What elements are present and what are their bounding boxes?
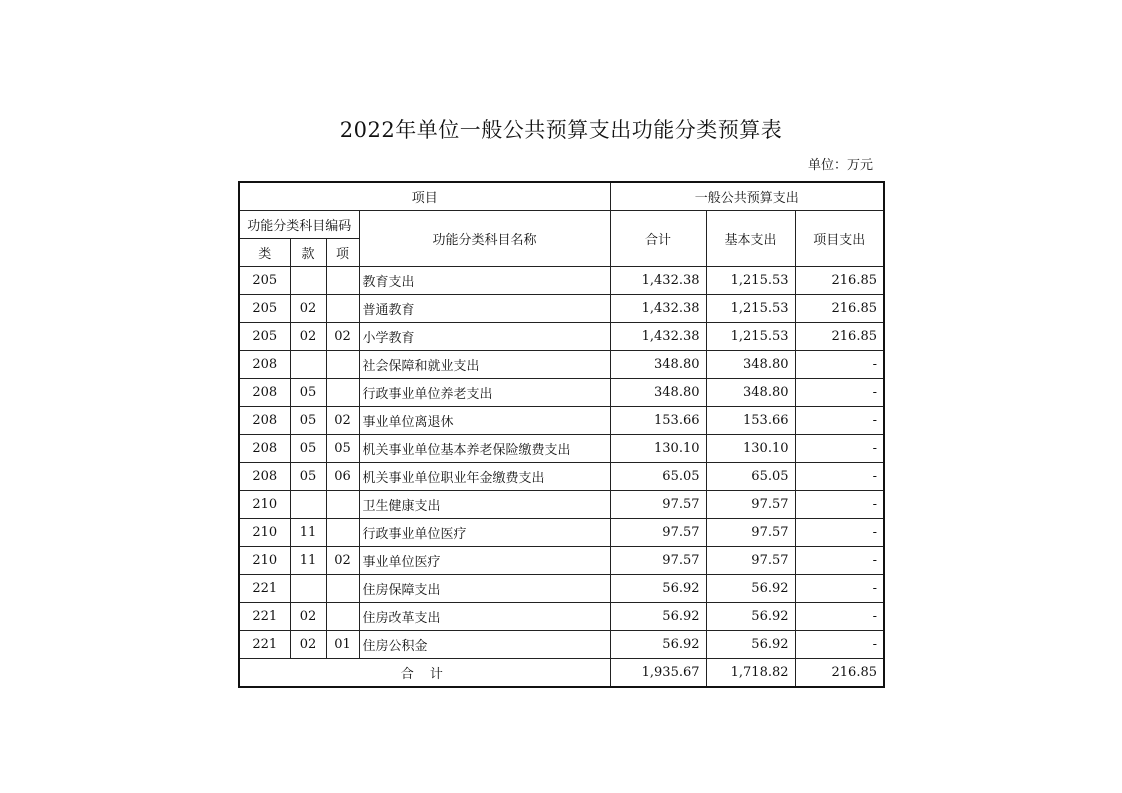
cell-total: 56.92: [610, 631, 706, 659]
cell-lei: 208: [239, 407, 290, 435]
cell-kuan: [290, 491, 326, 519]
table-row: [239, 603, 884, 631]
cell-xiang: [326, 519, 359, 547]
cell-basic: 97.57: [706, 519, 795, 547]
cell-kuan: 05: [290, 435, 326, 463]
cell-name: 教育支出: [359, 267, 610, 295]
header-kuan: 款: [290, 239, 326, 267]
header-xiang: 项: [326, 239, 359, 267]
page-title: 2022年单位一般公共预算支出功能分类预算表: [339, 118, 783, 142]
cell-kuan: 02: [290, 323, 326, 351]
cell-lei: 208: [239, 463, 290, 491]
cell-xiang: [326, 379, 359, 407]
table-row: [239, 631, 884, 659]
cell-name: 住房改革支出: [359, 603, 610, 631]
cell-basic: 1,215.53: [706, 323, 795, 351]
cell-basic: 348.80: [706, 351, 795, 379]
cell-basic: 56.92: [706, 603, 795, 631]
cell-project: -: [795, 519, 884, 547]
cell-name: 住房保障支出: [359, 575, 610, 603]
cell-total: 65.05: [610, 463, 706, 491]
cell-lei: 205: [239, 295, 290, 323]
cell-basic: 1,215.53: [706, 267, 795, 295]
cell-total: 1,432.38: [610, 323, 706, 351]
total-basic: 1,718.82: [706, 659, 795, 688]
header-basic: 基本支出: [706, 211, 795, 267]
cell-kuan: 02: [290, 295, 326, 323]
cell-kuan: 11: [290, 547, 326, 575]
cell-xiang: [326, 603, 359, 631]
cell-total: 97.57: [610, 547, 706, 575]
cell-name: 行政事业单位医疗: [359, 519, 610, 547]
cell-project: 216.85: [795, 323, 884, 351]
table-row: [239, 295, 884, 323]
cell-project: -: [795, 435, 884, 463]
cell-basic: 56.92: [706, 631, 795, 659]
cell-total: 348.80: [610, 351, 706, 379]
cell-xiang: [326, 575, 359, 603]
cell-total: 153.66: [610, 407, 706, 435]
table-row: [239, 491, 884, 519]
cell-xiang: 02: [326, 407, 359, 435]
header-total: 合计: [610, 211, 706, 267]
cell-name: 机关事业单位基本养老保险缴费支出: [359, 435, 610, 463]
cell-name: 事业单位医疗: [359, 547, 610, 575]
header-name: 功能分类科目名称: [359, 211, 610, 267]
header-project-exp: 项目支出: [795, 211, 884, 267]
cell-total: 97.57: [610, 491, 706, 519]
header-lei: 类: [239, 239, 290, 267]
unit-label: 单位：万元: [807, 158, 873, 173]
header-code-group: 功能分类科目编码: [239, 211, 359, 239]
cell-basic: 348.80: [706, 379, 795, 407]
cell-total: 130.10: [610, 435, 706, 463]
cell-xiang: 02: [326, 323, 359, 351]
cell-kuan: 11: [290, 519, 326, 547]
cell-project: -: [795, 491, 884, 519]
cell-basic: 130.10: [706, 435, 795, 463]
cell-total: 1,432.38: [610, 295, 706, 323]
cell-kuan: [290, 575, 326, 603]
cell-xiang: 01: [326, 631, 359, 659]
cell-project: -: [795, 463, 884, 491]
cell-basic: 153.66: [706, 407, 795, 435]
cell-project: -: [795, 407, 884, 435]
table-row: [239, 463, 884, 491]
cell-name: 社会保障和就业支出: [359, 351, 610, 379]
table-row: [239, 435, 884, 463]
cell-basic: 1,215.53: [706, 295, 795, 323]
cell-name: 机关事业单位职业年金缴费支出: [359, 463, 610, 491]
cell-name: 小学教育: [359, 323, 610, 351]
cell-xiang: 06: [326, 463, 359, 491]
cell-lei: 210: [239, 491, 290, 519]
cell-name: 普通教育: [359, 295, 610, 323]
cell-lei: 205: [239, 267, 290, 295]
cell-lei: 221: [239, 603, 290, 631]
total-row: [239, 659, 884, 688]
cell-lei: 221: [239, 575, 290, 603]
cell-xiang: [326, 491, 359, 519]
table-row: [239, 379, 884, 407]
cell-total: 348.80: [610, 379, 706, 407]
header-row-2: [239, 211, 884, 239]
table-row: [239, 547, 884, 575]
table-row: [239, 351, 884, 379]
cell-lei: 208: [239, 351, 290, 379]
total-label: 合 计: [239, 659, 610, 688]
cell-lei: 208: [239, 435, 290, 463]
cell-basic: 56.92: [706, 575, 795, 603]
budget-table: [238, 181, 885, 688]
table-row: [239, 575, 884, 603]
cell-project: -: [795, 379, 884, 407]
table-row: [239, 267, 884, 295]
header-project: 项目: [239, 182, 610, 211]
cell-project: -: [795, 575, 884, 603]
table-row: [239, 407, 884, 435]
cell-xiang: 05: [326, 435, 359, 463]
cell-basic: 65.05: [706, 463, 795, 491]
cell-kuan: [290, 267, 326, 295]
cell-lei: 210: [239, 519, 290, 547]
cell-xiang: 02: [326, 547, 359, 575]
cell-total: 97.57: [610, 519, 706, 547]
cell-xiang: [326, 351, 359, 379]
cell-kuan: 02: [290, 631, 326, 659]
cell-project: 216.85: [795, 267, 884, 295]
cell-basic: 97.57: [706, 547, 795, 575]
cell-lei: 205: [239, 323, 290, 351]
cell-kuan: [290, 351, 326, 379]
cell-lei: 210: [239, 547, 290, 575]
total-project: 216.85: [795, 659, 884, 688]
table-row: [239, 519, 884, 547]
cell-name: 事业单位离退休: [359, 407, 610, 435]
cell-total: 1,432.38: [610, 267, 706, 295]
cell-project: -: [795, 603, 884, 631]
cell-total: 56.92: [610, 575, 706, 603]
table-row: [239, 323, 884, 351]
cell-name: 卫生健康支出: [359, 491, 610, 519]
cell-basic: 97.57: [706, 491, 795, 519]
cell-kuan: 02: [290, 603, 326, 631]
cell-project: -: [795, 631, 884, 659]
cell-project: 216.85: [795, 295, 884, 323]
header-row-1: [239, 182, 884, 211]
header-general-budget: 一般公共预算支出: [610, 182, 884, 211]
cell-xiang: [326, 295, 359, 323]
cell-kuan: 05: [290, 463, 326, 491]
total-sum: 1,935.67: [610, 659, 706, 688]
cell-lei: 208: [239, 379, 290, 407]
cell-lei: 221: [239, 631, 290, 659]
cell-name: 住房公积金: [359, 631, 610, 659]
cell-project: -: [795, 547, 884, 575]
cell-name: 行政事业单位养老支出: [359, 379, 610, 407]
cell-xiang: [326, 267, 359, 295]
cell-kuan: 05: [290, 407, 326, 435]
cell-kuan: 05: [290, 379, 326, 407]
cell-total: 56.92: [610, 603, 706, 631]
cell-project: -: [795, 351, 884, 379]
